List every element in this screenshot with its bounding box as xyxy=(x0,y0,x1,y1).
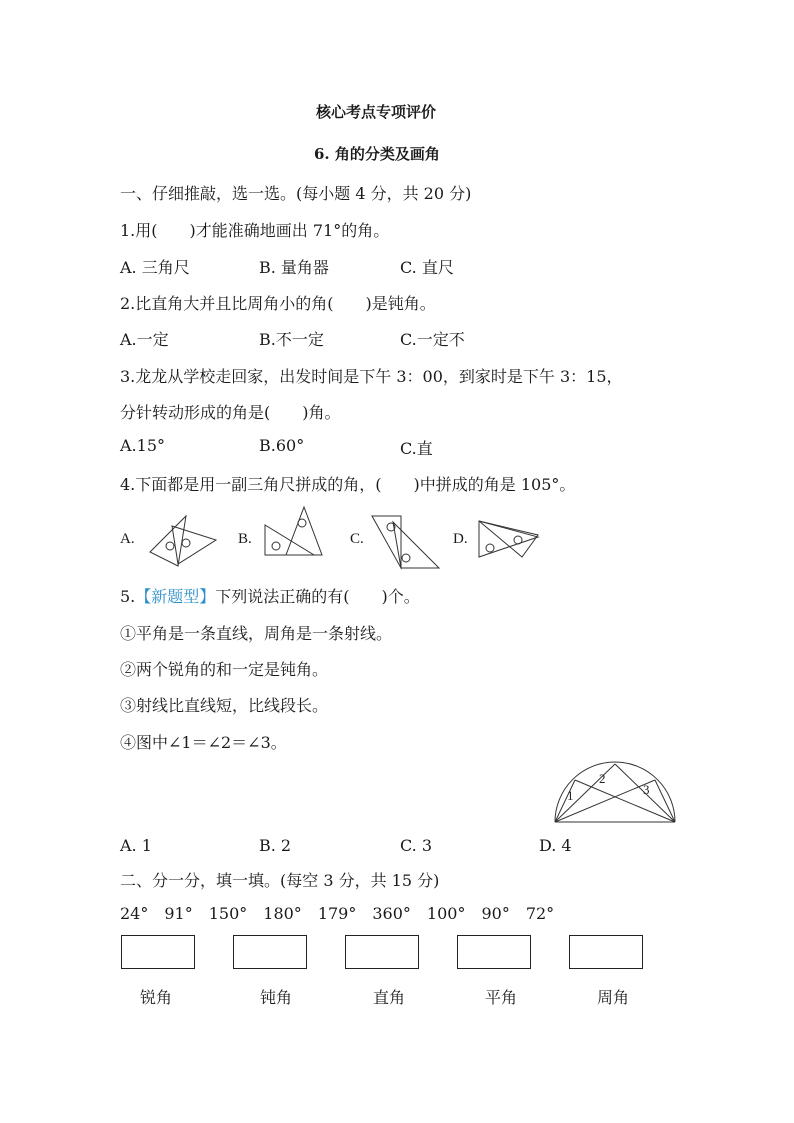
q1-option-a: A. 三角尺 xyxy=(120,258,190,277)
semicircle-angle-figure xyxy=(553,760,677,824)
category-label-straight: 平角 xyxy=(485,988,518,1007)
angle-value: 180° xyxy=(263,904,302,923)
page-subtitle: 6. 角的分类及画角 xyxy=(314,145,440,163)
q3-option-b: B.60° xyxy=(259,436,305,455)
answer-box-full[interactable] xyxy=(569,935,643,969)
q5-option-a: A. 1 xyxy=(120,836,152,855)
section1-heading: 一、仔细推敲，选一选。(每小题 4 分，共 20 分) xyxy=(120,184,472,203)
angle-values xyxy=(120,904,554,923)
q5-option-b: B. 2 xyxy=(259,836,292,855)
q5-option-d: D. 4 xyxy=(539,836,572,855)
angle-value: 100° xyxy=(426,904,466,923)
q4-figure-c xyxy=(371,514,441,570)
figure-angle-label-2: 2 xyxy=(599,771,606,786)
section2-heading: 二、分一分，填一填。(每空 3 分，共 15 分) xyxy=(120,871,440,890)
category-label-obtuse: 钝角 xyxy=(260,988,293,1007)
q4-figure-d xyxy=(478,519,540,559)
q4-text: 4.下面都是用一副三角尺拼成的角，( )中拼成的角是 105°。 xyxy=(120,475,576,494)
answer-box-obtuse[interactable] xyxy=(233,935,307,969)
q5-option-c: C. 3 xyxy=(400,836,433,855)
q5-tag: 【新题型】 xyxy=(135,587,216,606)
q5-statement-2: ②两个锐角的和一定是钝角。 xyxy=(120,660,329,679)
q2-option-b: B.不一定 xyxy=(259,330,324,349)
q2-option-c: C.一定不 xyxy=(400,330,465,349)
q1-option-c: C. 直尺 xyxy=(400,258,454,277)
q5-statement-4: ④图中∠1＝∠2＝∠3。 xyxy=(120,733,287,752)
q3-line1: 3.龙龙从学校走回家，出发时间是下午 3：00，到家时是下午 3：15， xyxy=(120,367,623,386)
q5-line xyxy=(120,584,420,607)
answer-box-acute[interactable] xyxy=(121,935,195,969)
category-label-acute: 锐角 xyxy=(140,988,173,1007)
q4-figure-b xyxy=(264,505,324,557)
angle-value: 24° xyxy=(120,904,149,923)
q5-number: 5. xyxy=(120,587,136,606)
q5-text: 下列说法正确的有( )个。 xyxy=(215,587,420,606)
q1-text: 1.用( )才能准确地画出 71°的角。 xyxy=(120,221,390,240)
q3-option-a: A.15° xyxy=(120,436,165,455)
q4-figure-a xyxy=(148,508,218,566)
figure-angle-label-3: 3 xyxy=(643,782,650,797)
q4-figure-label-c: C. xyxy=(350,531,364,547)
angle-value: 72° xyxy=(525,904,555,923)
category-label-right: 直角 xyxy=(373,988,406,1007)
angle-value: 91° xyxy=(164,904,193,923)
angle-value: 150° xyxy=(208,904,248,923)
angle-value: 179° xyxy=(317,904,357,923)
angle-value: 360° xyxy=(372,904,411,923)
q1-option-b: B. 量角器 xyxy=(259,258,329,277)
q5-statement-3: ③射线比直线短，比线段长。 xyxy=(120,696,329,715)
q4-figure-label-d: D. xyxy=(453,531,468,547)
angle-value: 90° xyxy=(481,904,510,923)
answer-box-straight[interactable] xyxy=(457,935,531,969)
q3-line2: 分针转动形成的角是( )角。 xyxy=(120,403,341,422)
q2-text: 2.比直角大并且比周角小的角( )是钝角。 xyxy=(120,294,436,313)
q3-option-c: C.直 xyxy=(400,439,433,458)
q2-option-a: A.一定 xyxy=(120,330,169,349)
q4-figure-label-b: B. xyxy=(238,531,252,547)
answer-box-right[interactable] xyxy=(345,935,419,969)
page-title: 核心考点专项评价 xyxy=(316,103,437,121)
category-label-full: 周角 xyxy=(597,988,630,1007)
figure-angle-label-1: 1 xyxy=(567,788,574,803)
q5-statement-1: ①平角是一条直线，周角是一条射线。 xyxy=(120,624,393,643)
q4-figure-label-a: A. xyxy=(120,531,135,547)
